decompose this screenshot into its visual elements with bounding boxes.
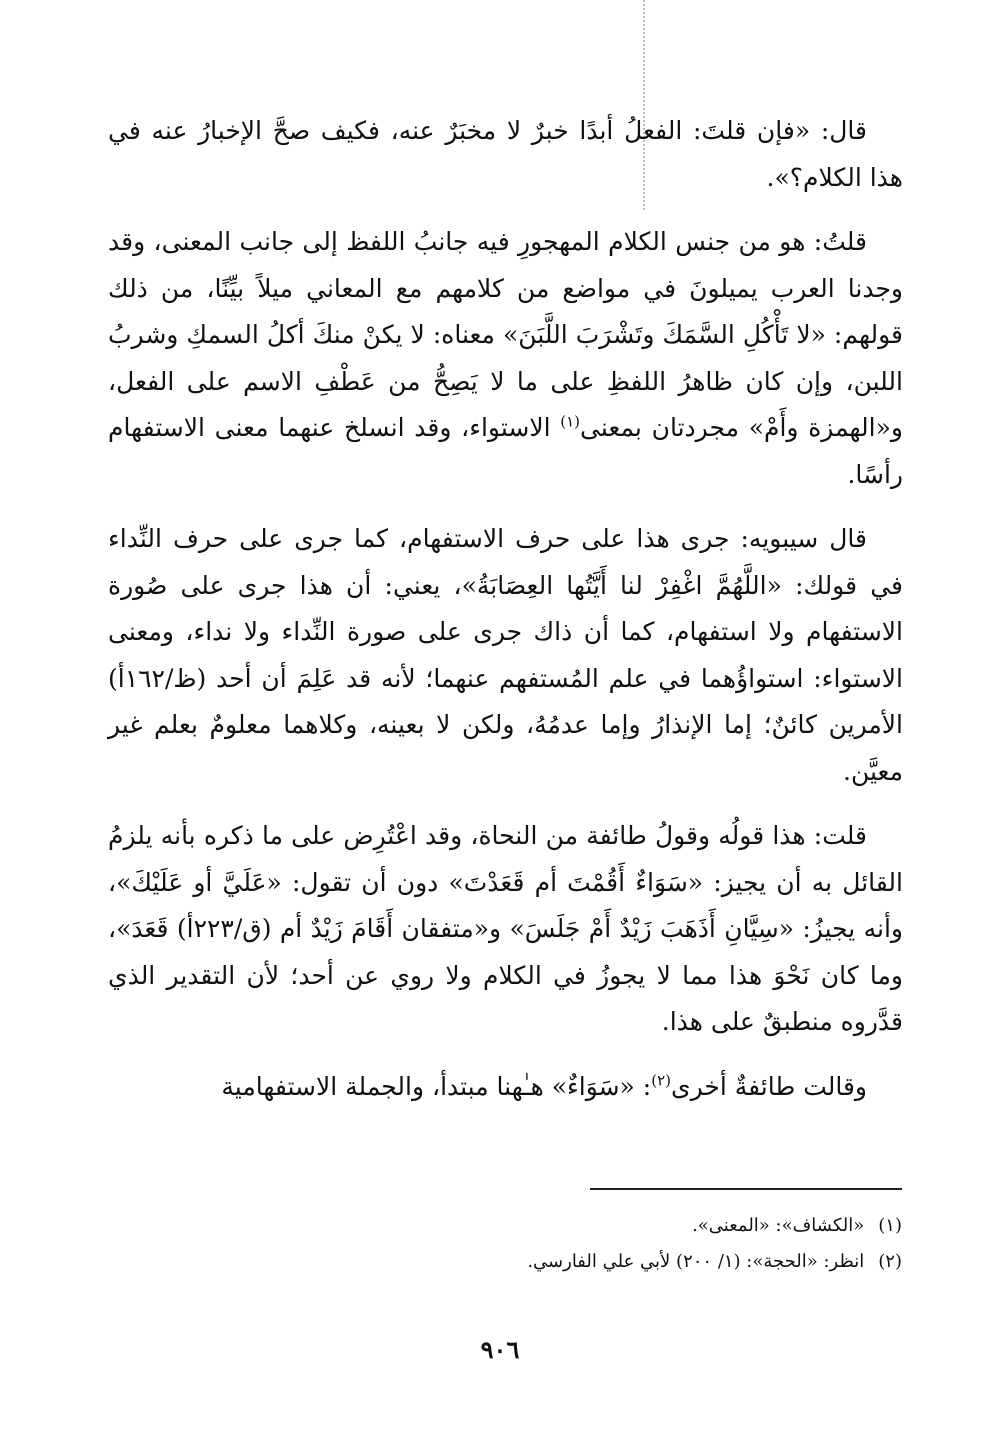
paragraph-5-tail: : «سَوَاءٌ» هـٰهنا مبتدأ، والجملة الاستفهامية — [221, 1071, 652, 1101]
footnote-separator — [590, 1188, 902, 1190]
paragraph-1: قال: «فإن قلتَ: الفعلُ أبدًا خبرٌ لا مخبَرٌ عنه، فكيف صحَّ الإخبارُ عنه في هذا الكلام؟». — [108, 116, 903, 192]
footnote-1-number: (١) — [878, 1215, 902, 1236]
paragraph-5 — [108, 1064, 903, 1111]
footnote-2-text: انظر: «الحجة»: (١/ ٢٠٠) لأبي علي الفارسي. — [527, 1251, 865, 1272]
paragraph-2-tail: الاستواء، وقد انسلخ عنهما معنى الاستفهام رأسًا. — [108, 413, 903, 489]
paragraph-5-text: وقالت طائفةٌ أخرى — [671, 1071, 867, 1101]
paragraph-2 — [108, 219, 903, 498]
footnote-2 — [300, 1244, 902, 1280]
footnote-ref-1[interactable]: (١) — [560, 412, 581, 431]
paragraph-2-text: قلتُ: هو من جنس الكلام المهجورِ فيه جانبُ اللفظ إلى جانب المعنى، وقد وجدنا العرب يميلونَ في مواضع من كلامهم مع المعاني ميلاً بيِّنًا، من ذلك قولهم: «لا تَأْكُلِ السَّمَكَ وتَشْرَبَ اللَّبَنَ» معناه: لا يكنْ منكَ أكلُ السمكِ وشربُ اللبن، وإن كان ظاهرُ اللفظِ على ما لا يَصِحُّ من عَطْفِ الاسم على الفعل، و«الهمزة وأَمْ» مجردتان بمعنى — [108, 227, 903, 442]
paragraph-4: قلت: هذا قولُه وقولُ طائفة من النحاة، وقد اعْتُرِض على ما ذكره بأنه يلزمُ القائل به أن يجيز: «سَوَاءٌ أَقُمْتَ أم قَعَدْتَ» دون أن تقول: «عَلَيَّ أو عَلَيْكَ»، وأنه يجيزُ: «سِيَّانِ أَذَهَبَ زَيْدٌ أَمْ جَلَسَ» و«متفقان أَقَامَ زَيْدٌ أم (ق/٢٢٣أ) قَعَدَ»، وما كان نَحْوَ هذا مما لا يجوزُ في الكلام ولا روي عن أحد؛ لأن التقدير الذي قدَّروه منطبقٌ على هذا. — [108, 821, 903, 1036]
footnote-1 — [300, 1208, 902, 1244]
main-text — [108, 108, 903, 1128]
paragraph-3: قال سيبويه: جرى هذا على حرف الاستفهام، كما جرى على حرف النِّداء في قولك: «اللَّهُمَّ اغْفِرْ لنا أَيَّتُها العِصَابَةُ»، يعني: أن هذا جرى على صُورة الاستفهام ولا استفهام، كما أن ذاك جرى على صورة النِّداء ولا نداء، ومعنى الاستواء: استواؤُهما في علم المُستفهم عنهما؛ لأنه قد عَلِمَ أن أحد (ظ/١٦٢أ) الأمرين كائنٌ؛ إما الإنذارُ وإما عدمُهُ، ولكن لا بعينه، وكلاهما معلومٌ بعلم غير معيَّن. — [108, 524, 903, 786]
footnote-1-text: «الكشاف»: «المعنى». — [692, 1215, 865, 1236]
footnotes — [300, 1208, 902, 1280]
footnote-ref-2[interactable]: (٢) — [651, 1071, 672, 1090]
page-number: ٩٠٦ — [480, 1335, 520, 1364]
footnote-2-number: (٢) — [878, 1251, 902, 1272]
